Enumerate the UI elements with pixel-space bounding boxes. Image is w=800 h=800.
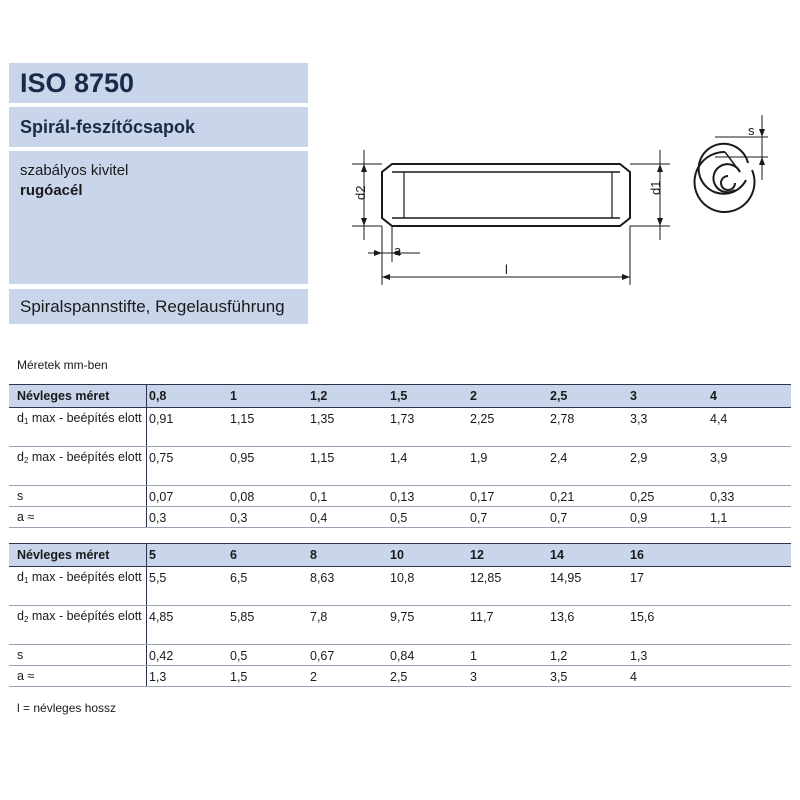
- value-cell: 1,73: [390, 412, 415, 426]
- dim-label-s: s: [748, 123, 755, 138]
- value-cell: 6,5: [230, 571, 248, 585]
- value-cell: 1,35: [310, 412, 335, 426]
- value-cell: 0,4: [310, 511, 328, 525]
- value-cell: 1,9: [470, 451, 488, 465]
- value-cell: 0,84: [390, 649, 415, 663]
- row-label: s: [17, 648, 24, 662]
- size-header-cell: 1,2: [310, 389, 328, 403]
- table-row: [9, 645, 791, 666]
- size-header-cell: 12: [470, 548, 484, 562]
- value-cell: 11,7: [470, 610, 494, 624]
- table-row: [9, 447, 791, 486]
- value-cell: 1,4: [390, 451, 408, 465]
- value-cell: 0,25: [630, 490, 655, 504]
- value-cell: 0,1: [310, 490, 328, 504]
- value-cell: 13,6: [550, 610, 575, 624]
- dim-label-l: l: [505, 262, 508, 277]
- table-row: [9, 408, 791, 447]
- value-cell: 2: [310, 670, 317, 684]
- value-cell: 0,42: [149, 649, 174, 663]
- size-header-cell: 10: [390, 548, 404, 562]
- value-cell: 1,15: [310, 451, 335, 465]
- size-header-cell: 6: [230, 548, 237, 562]
- value-cell: 4,85: [149, 610, 174, 624]
- value-cell: 0,91: [149, 412, 174, 426]
- value-cell: 0,3: [149, 511, 167, 525]
- table-row: [9, 507, 791, 528]
- value-cell: 0,08: [230, 490, 255, 504]
- row-label: a ≈: [17, 669, 35, 683]
- value-cell: 1,15: [230, 412, 255, 426]
- value-cell: 4,4: [710, 412, 728, 426]
- german-title-banner: [9, 289, 308, 324]
- value-cell: 15,6: [630, 610, 655, 624]
- subtitle-banner: [9, 107, 308, 147]
- page-title: ISO 8750: [20, 68, 135, 98]
- row-label: s: [17, 489, 24, 503]
- value-cell: 5,5: [149, 571, 167, 585]
- size-header-cell: 2: [470, 389, 477, 403]
- size-header-cell: 0,8: [149, 389, 167, 403]
- footnote: l = névleges hossz: [17, 701, 117, 715]
- value-cell: 0,33: [710, 490, 735, 504]
- dim-label-d1: d1: [648, 180, 663, 195]
- value-cell: 3,5: [550, 670, 568, 684]
- value-cell: 0,9: [630, 511, 648, 525]
- value-cell: 1,3: [630, 649, 648, 663]
- value-cell: 0,5: [390, 511, 408, 525]
- value-cell: 0,75: [149, 451, 174, 465]
- value-cell: 0,07: [149, 490, 174, 504]
- value-cell: 1,5: [230, 670, 248, 684]
- row-label: a ≈: [17, 510, 35, 524]
- value-cell: 0,5: [230, 649, 248, 663]
- dim-label-a: a: [394, 243, 402, 258]
- value-cell: 1,3: [149, 670, 167, 684]
- size-header-cell: 8: [310, 548, 317, 562]
- dimension-table-1: [9, 384, 791, 528]
- size-header-cell: 16: [630, 548, 644, 562]
- value-cell: 2,25: [470, 412, 495, 426]
- row-label: $d_1$ max - beépítés elott: [17, 411, 142, 426]
- material-text: rugóacél: [20, 182, 83, 199]
- value-cell: 10,8: [390, 571, 415, 585]
- page-subtitle: Spirál-feszítőcsapok: [20, 117, 196, 137]
- row-label: $d_1$ max - beépítés elott: [17, 570, 142, 585]
- table-header-row: [9, 384, 791, 408]
- dimension-table-2: [9, 543, 791, 687]
- value-cell: 3: [470, 670, 477, 684]
- value-cell: 2,9: [630, 451, 648, 465]
- value-cell: 3,3: [630, 412, 648, 426]
- value-cell: 0,7: [550, 511, 568, 525]
- value-cell: 0,13: [390, 490, 415, 504]
- technical-drawing: [340, 110, 780, 295]
- value-cell: 2,78: [550, 412, 575, 426]
- description-box: [9, 151, 308, 284]
- size-header-cell: 4: [710, 389, 717, 403]
- value-cell: 0,3: [230, 511, 248, 525]
- value-cell: 3,9: [710, 451, 728, 465]
- row-label: $d_2$ max - beépítés elott: [17, 609, 142, 624]
- size-header-cell: 2,5: [550, 389, 568, 403]
- value-cell: 0,95: [230, 451, 255, 465]
- value-cell: 2,5: [390, 670, 408, 684]
- value-cell: 0,17: [470, 490, 495, 504]
- table-row: [9, 666, 791, 687]
- value-cell: 14,95: [550, 571, 582, 585]
- value-cell: 2,4: [550, 451, 568, 465]
- value-cell: 8,63: [310, 571, 335, 585]
- value-cell: 9,75: [390, 610, 415, 624]
- value-cell: 1,2: [550, 649, 568, 663]
- value-cell: 0,7: [470, 511, 488, 525]
- value-cell: 4: [630, 670, 637, 684]
- size-header-cell: 5: [149, 548, 156, 562]
- table-row: [9, 567, 791, 606]
- table-header-row: [9, 543, 791, 567]
- title-banner: [9, 63, 308, 103]
- size-header-cell: 1,5: [390, 389, 408, 403]
- units-note: Méretek mm-ben: [17, 358, 108, 372]
- value-cell: 5,85: [230, 610, 255, 624]
- value-cell: 7,8: [310, 610, 328, 624]
- header-label: Névleges méret: [17, 548, 110, 562]
- header-label: Névleges méret: [17, 389, 110, 403]
- value-cell: 17: [630, 571, 644, 585]
- spiral-end-view: [695, 144, 755, 212]
- pin-outline: [382, 164, 630, 226]
- value-cell: 1,1: [710, 511, 728, 525]
- value-cell: 12,85: [470, 571, 502, 585]
- size-header-cell: 14: [550, 548, 564, 562]
- size-header-cell: 1: [230, 389, 237, 403]
- german-title: Spiralspannstifte, Regelausführung: [20, 297, 285, 316]
- value-cell: 0,67: [310, 649, 335, 663]
- value-cell: 0,21: [550, 490, 575, 504]
- size-header-cell: 3: [630, 389, 637, 403]
- table-row: [9, 606, 791, 645]
- dim-label-d2: d2: [353, 185, 368, 200]
- variant-text: szabályos kivitel: [20, 162, 129, 179]
- value-cell: 1: [470, 649, 477, 663]
- table-row: [9, 486, 791, 507]
- row-label: $d_2$ max - beépítés elott: [17, 450, 142, 465]
